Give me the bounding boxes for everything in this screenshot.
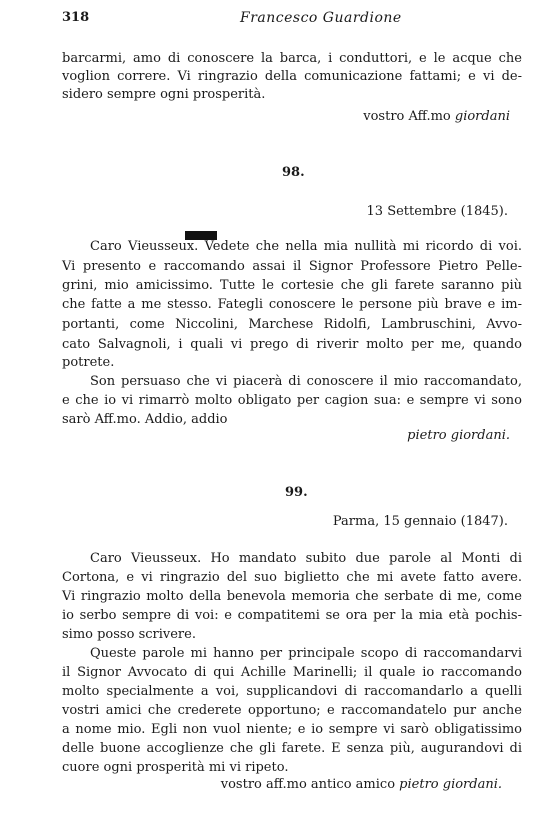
text-line: cato Salvagnoli, i quali vi prego di riverir molto per me, quando xyxy=(62,337,522,352)
text-line: portanti, come Niccolini, Marchese Ridolfi, Lambruschini, Avvo- xyxy=(62,317,522,332)
closing-formula: vostro Aff.mo xyxy=(363,109,451,124)
text-line: vostri amici che crederete opportuno; e raccomandatelo pur anche xyxy=(62,703,522,718)
text-line: Cortona, e vi ringrazio del suo biglietto che mi avete fatto avere. xyxy=(62,570,522,585)
letter-number: 98. xyxy=(282,165,305,180)
text-line: Vi ringrazio molto della benevola memoria che serbate di me, come xyxy=(62,589,522,604)
text-line: cuore ogni prosperità mi vi ripeto. xyxy=(62,760,289,775)
running-title: Francesco Guardione xyxy=(240,10,402,26)
text-line: sidero sempre ogni prosperità. xyxy=(62,87,266,102)
page-number: 318 xyxy=(62,10,90,25)
text-line: a nome mio. Egli non vuol niente; e io sempre vi sarò obligatissimo xyxy=(62,722,522,737)
text-line: io serbo sempre di voi: e compatitemi se ora per la mia età pochis- xyxy=(62,608,522,623)
text-line: voglion correre. Vi ringrazio della comunicazione fattami; e vi de- xyxy=(62,69,522,84)
text-line: Queste parole mi hanno per principale scopo di raccomandarvi xyxy=(90,646,522,661)
letter-date: Parma, 15 gennaio (1847). xyxy=(332,514,508,529)
text-line: che fatte a me stesso. Fategli conoscere le persone più brave e im- xyxy=(62,297,522,312)
closing-line xyxy=(221,777,502,792)
text-line: grini, mio amicissimo. Tutte le cortesie che gli farete saranno più xyxy=(62,278,522,293)
text-line: Vi presento e raccomando assai il Signor Professore Pietro Pelle- xyxy=(62,259,522,274)
text-line: simo posso scrivere. xyxy=(62,627,196,642)
text-line: delle buone accoglienze che gli farete. E senza più, augurandovi di xyxy=(62,741,522,756)
text-line: il Signor Avvocato di qui Achille Marinelli; il quale io raccomando xyxy=(62,665,522,680)
signature: pietro giordani. xyxy=(399,777,502,792)
text-line: potrete. xyxy=(62,355,115,370)
text-line: molto specialmente a voi, supplicandovi di raccomandarlo a quelli xyxy=(62,684,522,699)
text-line: barcarmi, amo di conoscere la barca, i conduttori, e le acque che xyxy=(62,51,522,66)
text-line: sarò Aff.mo. Addio, addio xyxy=(62,412,228,427)
signature: giordani xyxy=(454,109,510,124)
letter-number: 99. xyxy=(285,485,308,500)
signature: pietro giordani. xyxy=(407,428,510,443)
text-line: Caro Vieusseux. Vedete che nella mia nullità mi ricordo di voi. xyxy=(90,239,522,254)
closing-formula: vostro aff.mo antico amico xyxy=(220,777,396,792)
running-header xyxy=(62,10,522,30)
text-line: Son persuaso che vi piacerà di conoscere il mio raccomandato, xyxy=(90,374,522,389)
text-line: e che io vi rimarrò molto obligato per cagion sua: e sempre vi sono xyxy=(62,393,522,408)
text-line: Caro Vieusseux. Ho mandato subito due parole al Monti di xyxy=(90,551,522,566)
letter-date: 13 Settembre (1845). xyxy=(366,204,508,219)
closing-line xyxy=(363,109,510,124)
